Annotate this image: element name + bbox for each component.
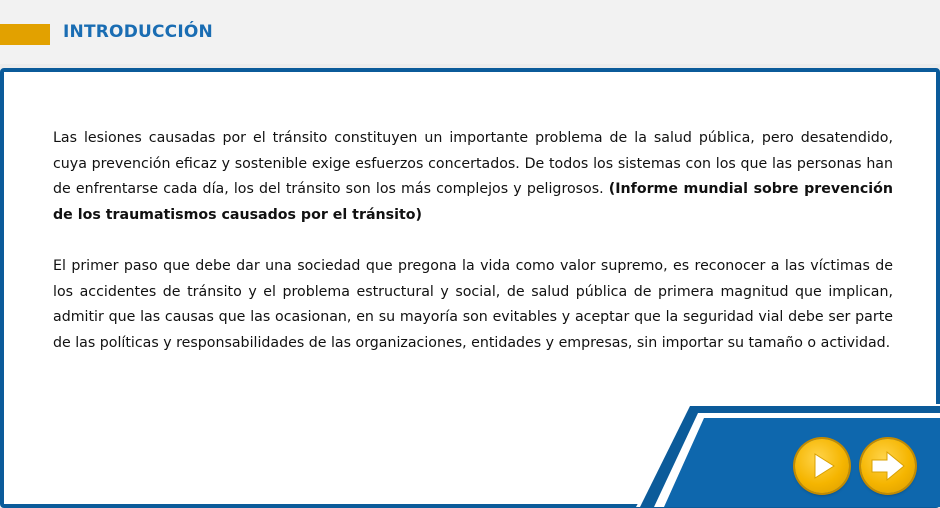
- page-title: INTRODUCCIÓN: [63, 22, 213, 42]
- play-icon: [795, 439, 849, 493]
- next-button[interactable]: [861, 439, 915, 493]
- content-text: [53, 126, 893, 357]
- play-button[interactable]: [795, 439, 849, 493]
- paragraph-intro-text: Las lesiones causadas por el tránsito constituyen un importante problema de la salud pública, pero desatendido, cuya prevención eficaz y sostenible exige esfuerzos concertados. De todos los sistemas con los que las personas han de enfrentarse cada día, los del tránsito son los más complejos y peligrosos.: [53, 130, 893, 198]
- citation-text: (Informe mundial sobre prevención de los traumatismos causados por el tránsito): [53, 181, 893, 224]
- paragraph-first-step: El primer paso que debe dar una sociedad que pregona la vida como valor supremo, es reconocer a las víctimas de los accidentes de tránsito y el problema estructural y social, de salud pública de primera magnitud que implican, admitir que las causas que las ocasionan, en su mayoría son evitables y aceptar que la seguridad vial debe ser parte de las políticas y responsabilidades de las organizaciones, entidades y empresas, sin importar su tamaño o actividad.: [53, 257, 893, 351]
- paragraph-intro: [53, 126, 893, 229]
- arrow-right-icon: [861, 439, 915, 493]
- header-accent-bar: [0, 24, 50, 45]
